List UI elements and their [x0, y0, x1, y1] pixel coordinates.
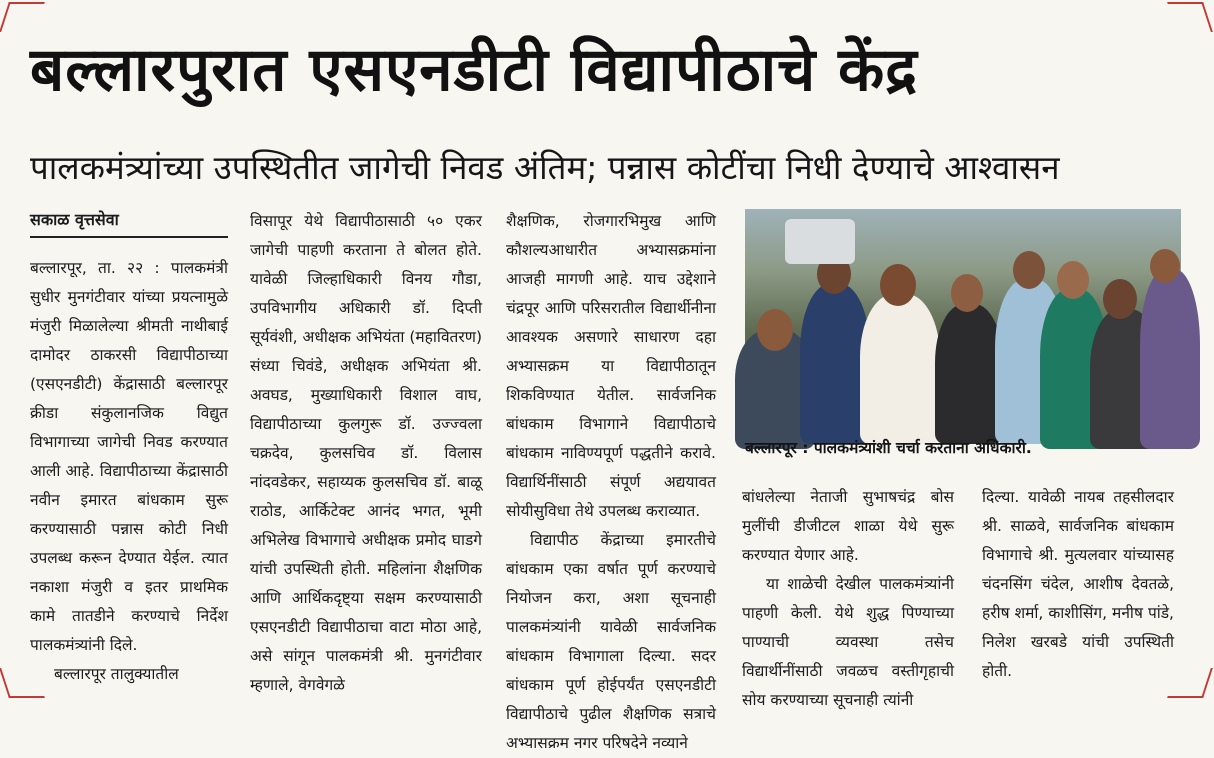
- subheadline: पालकमंत्र्यांच्या उपस्थितीत जागेची निवड अंतिम; पन्नास कोटींचा निधी देण्याचे आश्वासन: [30, 148, 1060, 187]
- paragraph: विद्यापीठ केंद्राच्या इमारतीचे बांधकाम एका वर्षात पूर्ण करण्याचे नियोजन करा, अशा सूचनाही पालकमंत्र्यांनी यावेळी सार्वजनिक बांधकाम विभागाला दिल्या. सदर बांधकाम पूर्ण होईपर्यंत एसएनडीटी विद्यापीठाचे पुढील शैक्षणिक सत्राचे अभ्यासक्रम नगर परिषदेने नव्याने: [506, 531, 716, 752]
- paragraph: विसापूर येथे विद्यापीठासाठी ५० एकर जागेची पाहणी करताना ते बोलत होते. यावेळी जिल्हाधिकारी विनय गौडा, उपविभागीय अधिकारी डॉ. दिप्ती सूर्यवंशी, अधीक्षक अभियंता (महावितरण) संध्या चिवंडे, अधीक्षक अभियंता श्री. अवघड, मुख्याधिकारी विशाल वाघ, विद्यापीठाच्या कुलगुरू डॉ. उज्ज्वला चक्रदेव, कुलसचिव डॉ. विलास नांदवडेकर, सहाय्यक कुलसचिव डॉ. बाळू राठोड, आर्किटेक्ट आनंद भगत, भूमी अभिलेख विभागाचे अधीक्षक प्रमोद घाडगे यांची उपस्थिती होती. महिलांना शैक्षणिक आणि आर्थिकदृष्ट्या सक्षम करण्यासाठी एसएनडीटी विद्यापीठाचा वाटा मोठा आहे, असे सांगून पालकमंत्री श्री. मुनगंटीवार म्हणाले, वेगवेगळे: [250, 212, 482, 694]
- article-column-2: [250, 207, 482, 697]
- photo-caption: बल्लारपूर : पालकमंत्र्यांशी चर्चा करताना अधिकारी.: [745, 439, 1032, 457]
- article-column-3: [506, 207, 716, 752]
- article-column-5: [982, 483, 1174, 697]
- paragraph: बल्लारपूर तालुक्यातील: [54, 665, 179, 683]
- article-column-4: [742, 483, 954, 709]
- article-column-1: [30, 207, 228, 697]
- paragraph: या शाळेची देखील पालकमंत्र्यांनी पाहणी केली. येथे शुद्ध पिण्याच्या पाण्याची व्यवस्था तसेच विद्यार्थीनींसाठी जवळच वस्तीगृहाची सोय करण्याच्या सूचनाही त्यांनी: [742, 575, 954, 709]
- headline: बल्लारपुरात एसएनडीटी विद्यापीठाचे केंद्र: [30, 35, 919, 105]
- paragraph: दिल्या. यावेळी नायब तहसीलदार श्री. साळवे, सार्वजनिक बांधकाम विभागाचे श्री. मुत्यलवार यांच्यासह चंदनसिंग चंदेल, आशीष देवतळे, हरीष शर्मा, काशीसिंग, मनीष पांडे, निलेश खरबडे यांची उपस्थिती होती.: [982, 488, 1174, 680]
- byline: सकाळ वृत्तसेवा: [30, 207, 228, 238]
- paragraph: बांधलेल्या नेताजी सुभाषचंद्र बोस मुलींची डीजीटल शाळा येथे सुरू करण्यात येणार आहे.: [742, 488, 954, 564]
- news-photo: [745, 209, 1181, 430]
- paragraph: बल्लारपूर, ता. २२ : पालकमंत्री सुधीर मुनगंटीवार यांच्या प्रयत्नामुळे मंजुरी मिळालेल्या श्रीमती नाथीबाई दामोदर ठाकरसी विद्यापीठाच्या (एसएनडीटी) केंद्रासाठी बल्लारपूर क्रीडा संकुलानजिक विद्युत विभागाच्या जागेची निवड करण्यात आली आहे. विद्यापीठाच्या केंद्रासाठी नवीन इमारत बांधकाम सुरू करण्यासाठी पन्नास कोटी निधी उपलब्ध करून देण्यात येईल. त्यात नकाशा मंजुरी व इतर प्राथमिक कामे तातडीने करण्याचे निर्देश पालकमंत्र्यांनी दिले.: [30, 259, 228, 654]
- paragraph: शैक्षणिक, रोजगारभिमुख आणि कौशल्यआधारीत अभ्यासक्रमांना आजही मागणी आहे. याच उद्देशाने चंद्रपूर आणि परिसरातील विद्यार्थीनीना आवश्यक असणारे साधारण दहा अभ्यासक्रम या विद्यापीठातून शिकविण्यात येतील. सार्वजनिक बांधकाम विभागाने विद्यापीठाचे बांधकाम नाविण्यपूर्ण पद्धतीने करावे. विद्यार्थिनींसाठी संपूर्ण अद्ययावत सोयीसुविधा तेथे उपलब्ध कराव्यात.: [506, 212, 716, 520]
